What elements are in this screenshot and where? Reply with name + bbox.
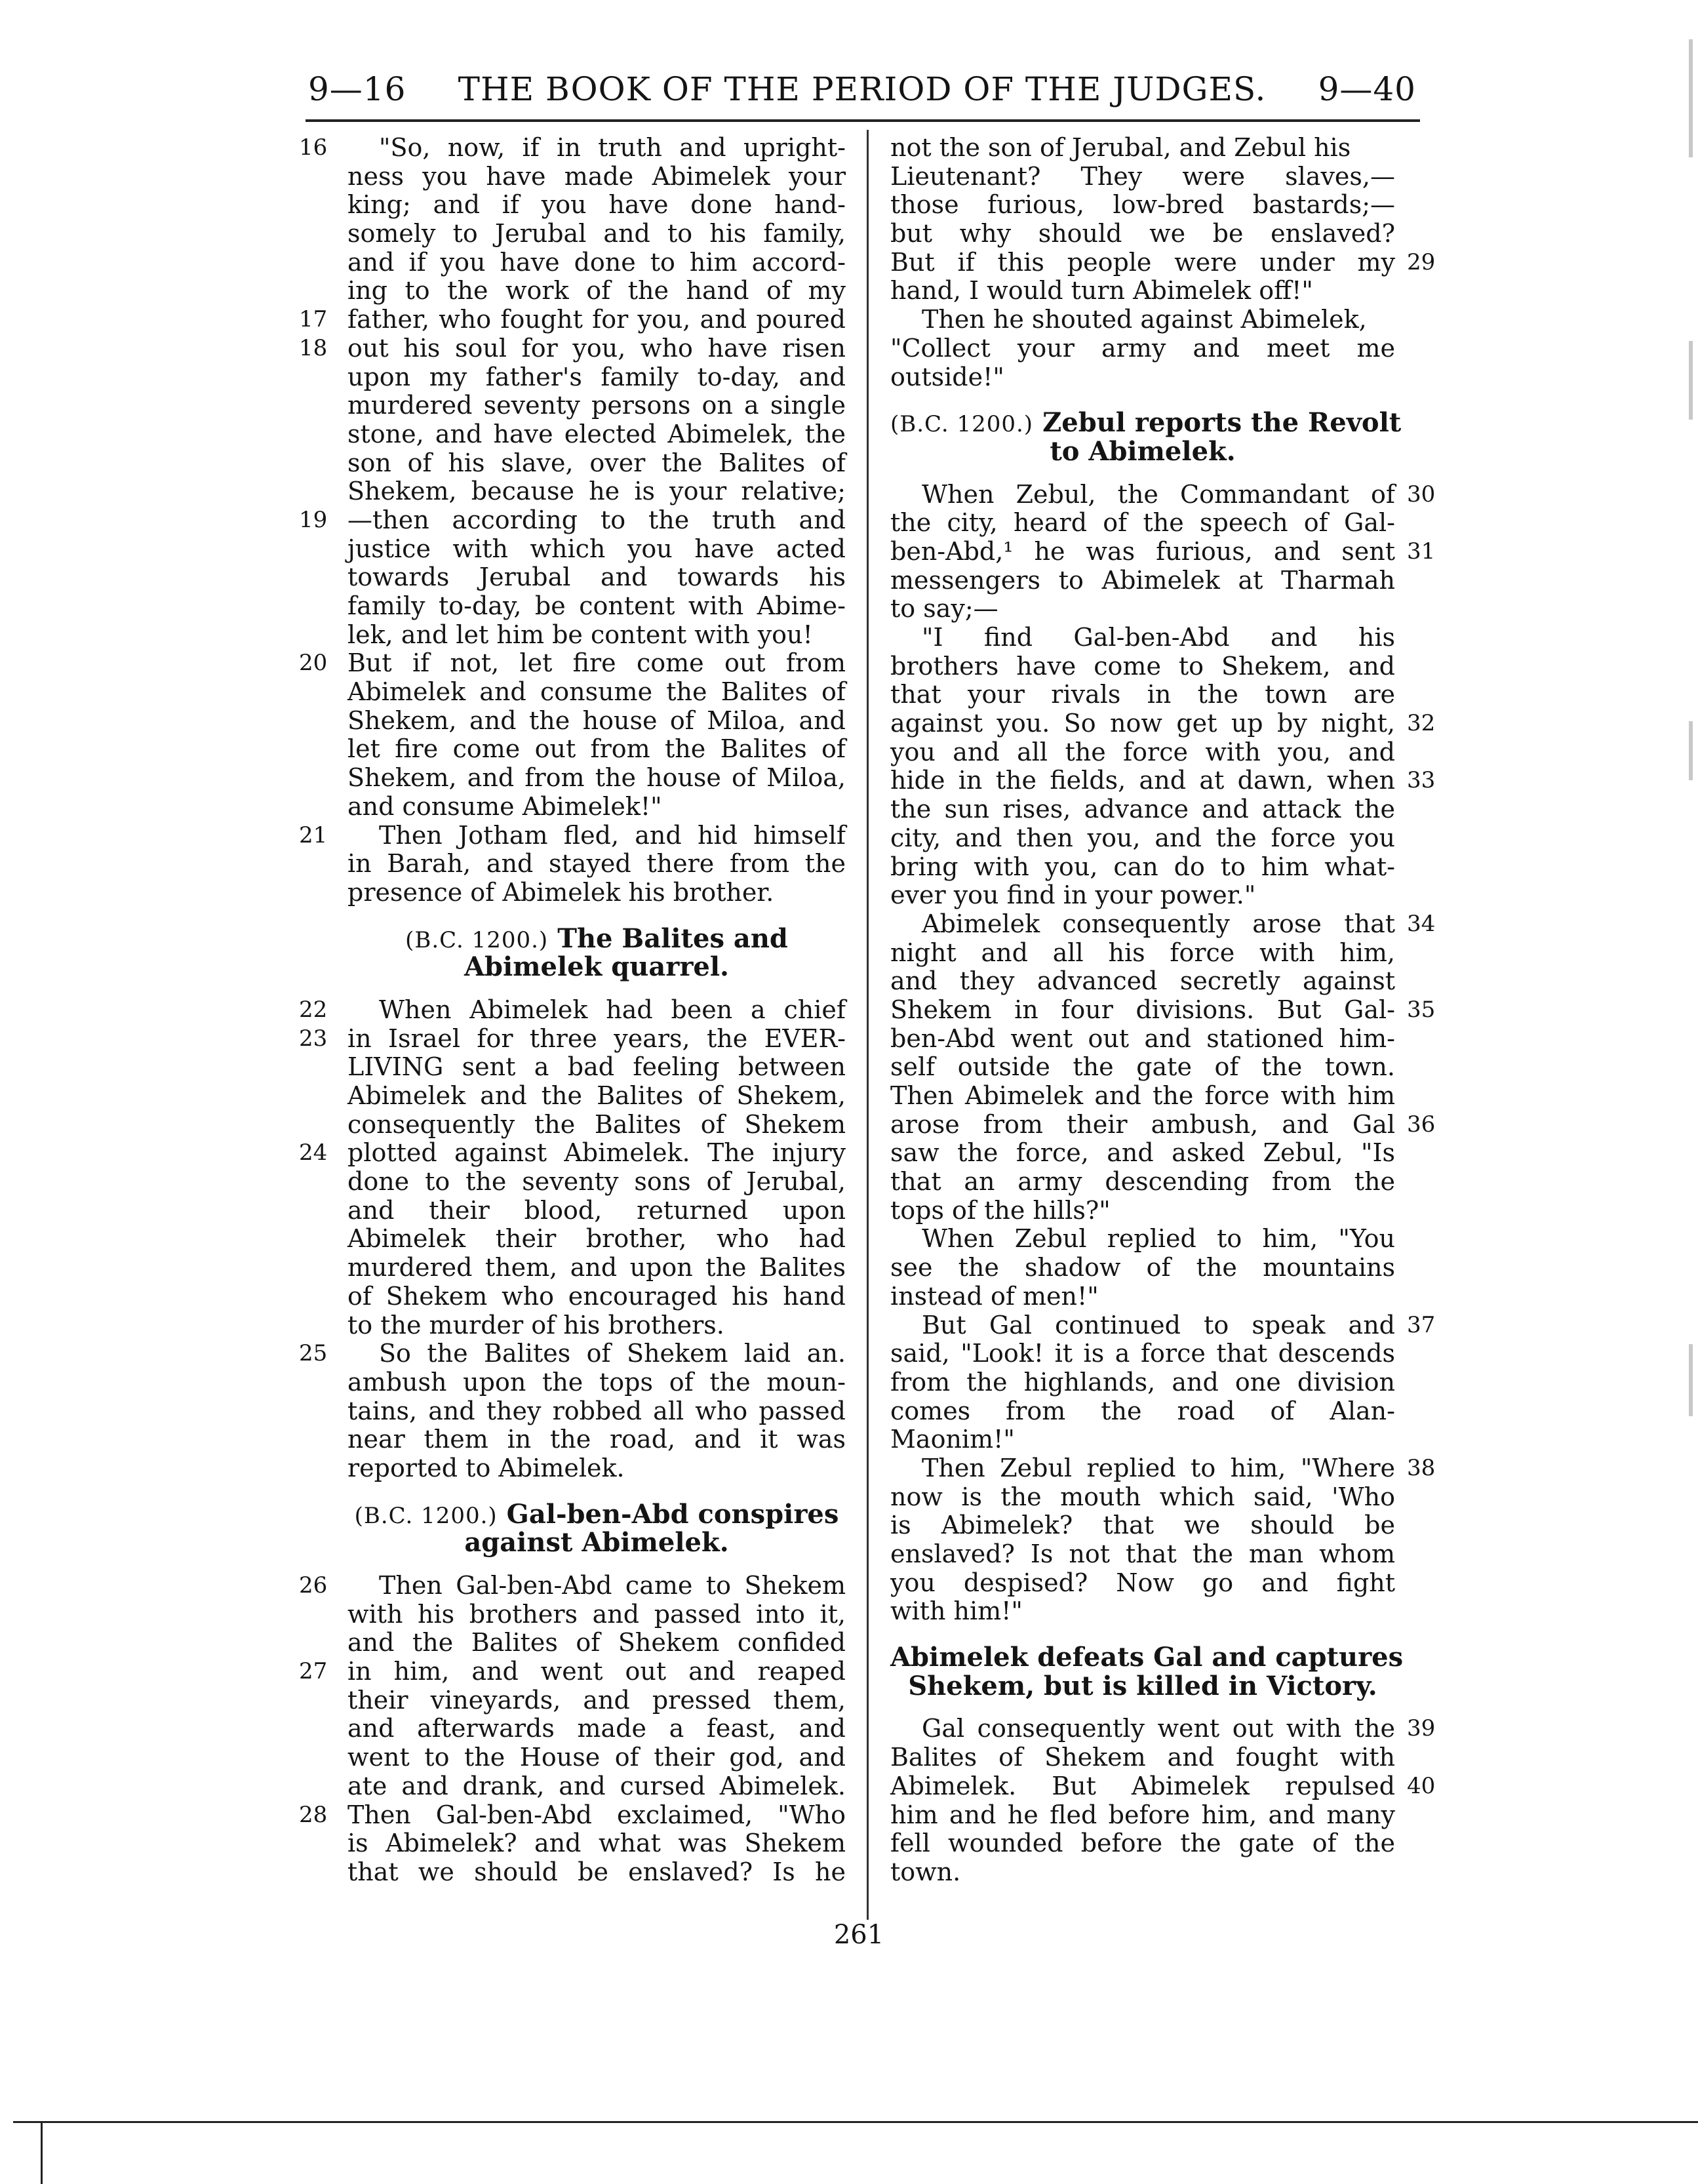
scan-edge-rule (13, 2121, 1698, 2123)
text-line (890, 681, 1395, 709)
line-text: in Israel for three years, the EVER- (347, 1023, 846, 1053)
line-text: is Abimelek? and what was Shekem (347, 1829, 846, 1858)
section-heading-line: Zebul reports the Revolt (1042, 407, 1402, 439)
line-text: murdered seventy persons on a single (347, 391, 846, 420)
text-line (890, 967, 1395, 996)
line-text: him and he fled before him, and many (890, 1800, 1395, 1829)
line-text: But if this people were under my (890, 247, 1395, 277)
text-line (890, 1829, 1395, 1858)
verse-number: 37 (1407, 1311, 1436, 1338)
text-line (890, 191, 1395, 220)
text-line (890, 134, 1395, 163)
line-text: Then Gal-ben-Abd exclaimed, "Who (347, 1800, 846, 1829)
text-line (347, 535, 846, 564)
text-line (890, 163, 1395, 191)
text-line (299, 1571, 846, 1600)
verse-number: 40 (1407, 1772, 1436, 1799)
line-text: in Barah, and stayed there from the (347, 849, 846, 879)
line-text: towards Jerubal and towards his (347, 563, 846, 592)
text-line (890, 1771, 1436, 1801)
line-text: with his brothers and passed into it, (347, 1599, 846, 1629)
text-line (347, 678, 846, 707)
text-line (299, 133, 846, 163)
section-heading-line: Gal-ben-Abd conspires (506, 1498, 839, 1530)
text-line (347, 1629, 846, 1658)
line-text: of Shekem who encouraged his hand (347, 1281, 846, 1311)
line-text: Abimelek and consume the Balites of (347, 677, 846, 707)
line-text: that an army descending from the (890, 1167, 1395, 1197)
verse-number: 32 (1407, 710, 1436, 737)
line-text: son of his slave, over the Balites of (347, 448, 846, 477)
header-title: THE BOOK OF THE PERIOD OF THE JUDGES. (458, 70, 1267, 108)
text-line (347, 1600, 846, 1629)
text-line (347, 735, 846, 764)
line-text: consequently the Balites of Shekem (347, 1109, 846, 1139)
section-date: (B.C. 1200.) (354, 1502, 498, 1529)
text-line (347, 420, 846, 449)
text-line (347, 1829, 846, 1858)
text-line (890, 939, 1395, 968)
text-line (890, 824, 1395, 853)
line-text: against you. So now get up by night, (890, 709, 1395, 738)
line-text: and they advanced secretly against (890, 966, 1395, 996)
header-right-reference: 9—40 (1318, 70, 1416, 108)
line-text: ever you find in your power." (890, 881, 1256, 910)
verse-number: 39 (1407, 1715, 1436, 1742)
verse-number: 16 (299, 134, 328, 161)
text-line (347, 1197, 846, 1225)
line-text: and the Balites of Shekem confided (347, 1628, 846, 1658)
section-heading (890, 391, 1402, 480)
text-line (347, 592, 846, 621)
line-text: presence of Abimelek his brother. (347, 877, 774, 907)
text-line (347, 1397, 846, 1426)
line-text: Then he shouted against Abimelek, (922, 305, 1367, 334)
verse-number: 20 (299, 650, 328, 677)
line-text: comes from the road of Alan- (890, 1396, 1395, 1425)
text-line (347, 1715, 846, 1743)
line-text: to say;— (890, 594, 998, 624)
text-line (890, 1569, 1395, 1598)
text-line (890, 853, 1395, 882)
page-number: 261 (833, 1920, 884, 1950)
line-text: is Abimelek? that we should be (890, 1511, 1395, 1540)
line-text: Abimelek their brother, who had (347, 1224, 846, 1254)
line-text: the sun rises, advance and attack the (890, 795, 1395, 824)
text-line (890, 566, 1395, 595)
line-text: tops of the hills?" (890, 1195, 1111, 1225)
text-line (347, 163, 846, 191)
line-text: plotted against Abimelek. The injury (347, 1138, 846, 1168)
line-text: arose from their ambush, and Gal (890, 1109, 1395, 1139)
text-line (299, 648, 846, 678)
line-text: Abimelek and the Balites of Shekem, (347, 1081, 846, 1110)
verse-number: 21 (299, 822, 328, 848)
text-line (347, 1311, 846, 1340)
text-line (347, 277, 846, 306)
verse-number: 27 (299, 1658, 328, 1685)
text-line (890, 738, 1395, 767)
header-left-reference: 9—16 (308, 70, 406, 108)
verse-number: 31 (1407, 538, 1436, 565)
text-line (347, 1282, 846, 1311)
line-text: —then according to the truth and (347, 505, 846, 534)
left-column (299, 133, 846, 1887)
line-text: outside!" (890, 362, 1004, 391)
text-line (890, 1340, 1395, 1368)
verse-number: 18 (299, 334, 328, 361)
line-text: and their blood, returned upon (347, 1195, 846, 1225)
line-text: saw the force, and asked Zebul, "Is (890, 1138, 1395, 1168)
line-text: When Abimelek had been a chief (379, 995, 846, 1024)
line-text: let fire come out from the Balites of (347, 734, 846, 764)
text-line (347, 850, 846, 879)
text-line (890, 220, 1395, 248)
text-line (299, 305, 846, 334)
header-rule (306, 119, 1420, 122)
text-line (890, 709, 1436, 738)
verse-number: 22 (299, 996, 328, 1023)
line-text: ate and drank, and cursed Abimelek. (347, 1771, 846, 1800)
text-line (890, 1109, 1436, 1140)
text-line (347, 1111, 846, 1140)
text-line (347, 477, 846, 506)
line-text: Shekem, and the house of Miloa, and (347, 705, 846, 735)
section-heading-line: Shekem, but is killed in Victory. (908, 1670, 1377, 1701)
line-text: town. (890, 1857, 961, 1886)
line-text: in him, and went out and reaped (347, 1657, 846, 1686)
line-text: those furious, low-bred bastards;— (890, 190, 1395, 220)
line-text: you despised? Now go and fight (890, 1568, 1395, 1597)
text-line (890, 509, 1395, 538)
line-text: family to-day, be content with Abime- (347, 591, 846, 620)
column-divider (867, 130, 869, 1920)
text-line (890, 1714, 1436, 1743)
line-text: not the son of Jerubal, and Zebul his (890, 133, 1351, 162)
line-text: "I find Gal-ben-Abd and his (922, 623, 1395, 652)
section-date: (B.C. 1200.) (890, 411, 1034, 438)
text-line (890, 1368, 1395, 1397)
text-line (890, 1597, 1395, 1626)
verse-number: 29 (1407, 248, 1436, 275)
line-text: ing to the work of the hand of my (347, 276, 846, 306)
text-line (890, 363, 1395, 392)
text-line (890, 1053, 1395, 1082)
verse-number: 25 (299, 1340, 328, 1367)
line-text: that we should be enslaved? Is he (347, 1857, 846, 1886)
line-text: When Zebul replied to him, "You (922, 1224, 1395, 1254)
line-text: done to the seventy sons of Jerubal, (347, 1167, 846, 1197)
line-text: "So, now, if in truth and upright- (379, 133, 846, 162)
line-text: somely to Jerubal and to his family, (347, 219, 846, 248)
section-heading-line: The Balites and (557, 923, 788, 954)
text-line (890, 995, 1436, 1025)
line-text: Balites of Shekem and fought with (890, 1743, 1395, 1772)
line-text: So the Balites of Shekem laid an. (379, 1339, 846, 1368)
line-text: ambush upon the tops of the moun- (347, 1367, 846, 1397)
line-text: and afterwards made a feast, and (347, 1714, 846, 1743)
text-line (347, 363, 846, 392)
text-line (347, 1743, 846, 1772)
verse-number: 36 (1407, 1111, 1436, 1138)
line-text: Abimelek consequently arose that (922, 909, 1395, 938)
section-heading-line: Abimelek defeats Gal and captures (890, 1642, 1404, 1673)
line-text: ben-Abd,¹ he was furious, and sent (890, 536, 1395, 566)
text-line (347, 1425, 846, 1454)
text-line (890, 1082, 1395, 1111)
text-line (890, 1483, 1395, 1512)
line-text: LIVING sent a bad feeling between (347, 1052, 846, 1082)
line-text: hide in the fields, and at dawn, when (890, 766, 1395, 795)
line-text: Lieutenant? They were slaves,— (890, 161, 1395, 191)
line-text: Abimelek. But Abimelek repulsed (890, 1771, 1395, 1800)
section-heading (890, 1626, 1404, 1715)
text-line (890, 1858, 1395, 1887)
text-line (890, 881, 1395, 910)
text-line (299, 820, 846, 850)
text-line (347, 707, 846, 736)
line-text: you and all the force with you, and (890, 737, 1395, 766)
text-line (299, 995, 846, 1025)
verse-number: 30 (1407, 481, 1436, 507)
line-text: Shekem, and from the house of Miloa, (347, 763, 846, 793)
line-text: fell wounded before the gate of the (890, 1829, 1395, 1858)
line-text: out his soul for you, who have risen (347, 333, 846, 363)
text-line (299, 1023, 846, 1054)
verse-number: 19 (299, 506, 328, 533)
line-text: Shekem, because he is your relative; (347, 477, 846, 506)
line-text: with him!" (890, 1597, 1023, 1626)
line-text: Maonim!" (890, 1425, 1015, 1454)
section-heading (347, 1483, 846, 1572)
text-line (890, 277, 1395, 306)
line-text: ben-Abd went out and stationed him- (890, 1023, 1395, 1053)
text-line (890, 536, 1436, 566)
scan-edge-vertical (41, 2121, 43, 2184)
verse-number: 26 (299, 1572, 328, 1598)
section-heading-line: to Abimelek. (1050, 435, 1236, 467)
text-line (890, 1225, 1395, 1254)
verse-number: 17 (299, 306, 328, 333)
line-text: self outside the gate of the town. (890, 1052, 1395, 1082)
text-line (299, 333, 846, 363)
text-line (890, 595, 1395, 624)
line-text: near them in the road, and it was (347, 1425, 846, 1454)
text-line (890, 1139, 1395, 1168)
line-text: see the shadow of the mountains (890, 1253, 1395, 1282)
text-line (347, 621, 846, 650)
line-text: upon my father's family to-day, and (347, 362, 846, 391)
text-line (890, 1540, 1395, 1569)
line-text: "Collect your army and meet me (890, 333, 1395, 363)
line-text: Gal consequently went out with the (922, 1714, 1395, 1743)
line-text: the city, heard of the speech of Gal- (890, 508, 1395, 538)
text-line (890, 1425, 1395, 1454)
line-text: instead of men!" (890, 1281, 1099, 1311)
text-line (347, 879, 846, 907)
right-column (890, 133, 1436, 1887)
section-date: (B.C. 1200.) (405, 926, 549, 953)
text-line (347, 220, 846, 248)
verse-number: 38 (1407, 1454, 1436, 1481)
line-text: brothers have come to Shekem, and (890, 651, 1395, 681)
line-text: murdered them, and upon the Balites (347, 1253, 846, 1282)
text-line (347, 1053, 846, 1082)
text-line (890, 1310, 1436, 1340)
text-line (890, 1168, 1395, 1197)
section-heading (347, 907, 846, 996)
text-line (347, 1168, 846, 1197)
line-text: and if you have done to him accord- (347, 247, 846, 277)
line-text: king; and if you have done hand- (347, 190, 846, 220)
verse-number: 28 (299, 1801, 328, 1828)
text-line (890, 334, 1395, 363)
section-heading-line: Abimelek quarrel. (464, 951, 729, 983)
line-text: their vineyards, and pressed them, (347, 1685, 846, 1715)
line-text: tains, and they robbed all who passed (347, 1396, 846, 1425)
line-text: When Zebul, the Commandant of (922, 479, 1395, 509)
line-text: bring with you, can do to him what- (890, 852, 1395, 881)
section-heading-line: against Abimelek. (464, 1527, 729, 1559)
line-text: went to the House of their god, and (347, 1743, 846, 1772)
text-line (890, 1397, 1395, 1426)
text-line (347, 764, 846, 793)
line-text: Shekem in four divisions. But Gal- (890, 995, 1395, 1024)
text-line (890, 1197, 1395, 1225)
text-line (347, 563, 846, 592)
text-line (347, 793, 846, 822)
line-text: Then Abimelek and the force with him (890, 1081, 1395, 1110)
text-line (890, 652, 1395, 681)
line-text: Then Zebul replied to him, "Where (922, 1453, 1395, 1482)
text-line (890, 1254, 1395, 1282)
text-line (347, 1454, 846, 1483)
line-text: But if not, let fire come out from (347, 648, 846, 678)
line-text: city, and then you, and the force you (890, 823, 1395, 852)
text-line (347, 449, 846, 478)
text-line (347, 1858, 846, 1887)
verse-number: 34 (1407, 910, 1436, 937)
line-text: enslaved? Is not that the man whom (890, 1539, 1395, 1568)
scan-speck (1689, 341, 1693, 420)
text-line (890, 479, 1436, 509)
line-text: justice with which you have acted (347, 534, 846, 563)
verse-number: 23 (299, 1025, 328, 1052)
text-line (890, 1743, 1395, 1772)
line-text: Then Jotham fled, and hid himself (379, 820, 846, 850)
line-text: said, "Look! it is a force that descends (890, 1339, 1395, 1368)
text-line (347, 391, 846, 420)
scan-speck (1689, 39, 1693, 157)
line-text: ness you have made Abimelek your (347, 161, 846, 191)
line-text: now is the mouth which said, 'Who (890, 1482, 1395, 1511)
text-line (299, 505, 846, 535)
scan-speck (1689, 1344, 1693, 1416)
text-line (890, 247, 1436, 277)
verse-number: 35 (1407, 996, 1436, 1023)
text-line (890, 624, 1395, 652)
line-text: Then Gal-ben-Abd came to Shekem (379, 1571, 846, 1600)
text-line (299, 1339, 846, 1368)
text-line (347, 1772, 846, 1801)
line-text: that your rivals in the town are (890, 680, 1395, 709)
line-text: and consume Abimelek!" (347, 791, 662, 821)
text-line (890, 1025, 1395, 1054)
text-line (347, 1686, 846, 1715)
text-line (347, 1082, 846, 1111)
text-line (890, 1511, 1395, 1540)
text-line (347, 191, 846, 220)
text-line (890, 795, 1395, 824)
text-line (890, 306, 1395, 334)
line-text: hand, I would turn Abimelek off!" (890, 276, 1313, 306)
text-line (890, 766, 1436, 795)
text-line (347, 248, 846, 277)
line-text: from the highlands, and one division (890, 1367, 1395, 1397)
text-line (347, 1254, 846, 1282)
line-text: But Gal continued to speak and (922, 1310, 1395, 1340)
text-line (347, 1225, 846, 1254)
line-text: reported to Abimelek. (347, 1453, 625, 1482)
line-text: night and all his force with him, (890, 938, 1395, 967)
text-line (890, 1801, 1395, 1830)
line-text: messengers to Abimelek at Tharmah (890, 565, 1395, 595)
scan-speck (1689, 721, 1693, 780)
text-line (890, 909, 1436, 939)
text-line (347, 1368, 846, 1397)
line-text: but why should we be enslaved? (890, 219, 1395, 248)
text-line (299, 1138, 846, 1168)
text-line (299, 1800, 846, 1830)
line-text: lek, and let him be content with you! (347, 620, 813, 649)
verse-number: 33 (1407, 767, 1436, 794)
line-text: father, who fought for you, and poured (347, 305, 846, 334)
running-header (308, 63, 1416, 115)
verse-number: 24 (299, 1140, 328, 1166)
line-text: stone, and have elected Abimelek, the (347, 419, 846, 448)
text-line (890, 1282, 1395, 1311)
text-line (299, 1657, 846, 1686)
text-line (890, 1453, 1436, 1483)
line-text: to the murder of his brothers. (347, 1310, 724, 1340)
